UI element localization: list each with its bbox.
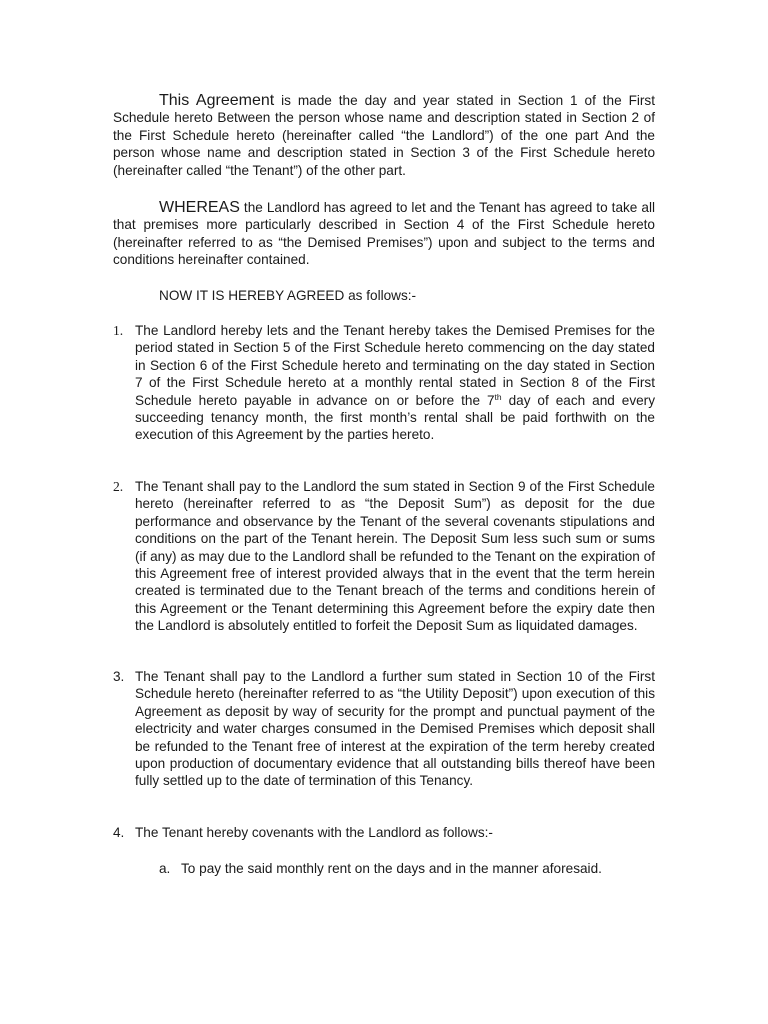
clause-1 (113, 322, 655, 444)
clause-4-subitem-a (159, 860, 655, 877)
clause-3 (113, 668, 655, 790)
whereas-text: the Landlord has agreed to let and the Tenant has agreed to take all that premises more particularly described in Section 4 of the First Schedule hereto (hereinafter referred to as “the Demised Premises”) upon and subject to the terms and conditions hereinafter contained. (113, 200, 655, 268)
clause-text: The Tenant shall pay to the Landlord the sum stated in Section 9 of the First Schedule hereto (hereinafter referred to as “the Deposit Sum”) as deposit for the due performance and observance by the Tenant of the several covenants stipulations and conditions on the part of the Tenant herein. The Deposit Sum less such sum or sums (if any) as may due to the Landlord shall be refunded to the Tenant on the expiration of this Agreement free of interest provided always that in the event that the term herein created is terminated due to the Tenant breach of the terms and conditions herein of this Agreement or the Tenant determining this Agreement before the expiry date then the Landlord is absolutely entitled to forfeit the Deposit Sum as liquidated damages. (135, 479, 655, 634)
clause-text (135, 322, 655, 444)
whereas-lead: WHEREAS (159, 199, 240, 216)
clause-number: 1. (113, 323, 124, 338)
whereas-paragraph (113, 199, 655, 269)
clause-text-part: The Landlord hereby lets and the Tenant hereby takes the Demised Premises for the period stated in Section 5 of the First Schedule hereto commencing on the day stated in Section 6 of the First Schedule hereto and terminating on the day stated in Section 7 of the First Schedule hereto at a monthly rental stated in Section 8 of the First Schedule hereto payable in advance on or before the 7 (135, 323, 655, 408)
subitem-text: To pay the said monthly rent on the days and in the manner aforesaid. (181, 861, 602, 876)
clause-number: 3. (113, 669, 125, 684)
clause-2 (113, 478, 655, 635)
clause-number: 2. (113, 479, 124, 494)
clause-text: The Tenant shall pay to the Landlord a further sum stated in Section 10 of the First Schedule hereto (hereinafter referred to as “the Utility Deposit”) upon execution of this Agreement as deposit by way of security for the prompt and punctual payment of the electricity and water charges consumed in the Demised Premises which deposit shall be refunded to the Tenant free of interest at the expiration of the term hereby created upon production of documentary evidence that all outstanding bills thereof have been fully settled up to the date of termination of this Tenancy. (135, 669, 655, 789)
intro-lead: This Agreement (159, 92, 275, 109)
clause-text-part: day of each and every succeeding tenancy month, the first month’s rental shall be paid forthwith on the execution of this Agreement by the parties hereto. (135, 392, 655, 443)
subitem-letter: a. (159, 861, 171, 876)
clause-text: The Tenant hereby covenants with the Landlord as follows:- (135, 825, 493, 840)
intro-paragraph (113, 92, 655, 179)
clause-number: 4. (113, 825, 125, 840)
agreed-line: NOW IT IS HEREBY AGREED as follows:- (159, 288, 417, 303)
intro-text: is made the day and year stated in Section 1 of the First Schedule hereto Between the person whose name and description stated in Section 2 of the First Schedule hereto (hereinafter called “the Landlord”) of the one part And the person whose name and description stated in Section 3 of the First Schedule hereto (hereinafter called “the Tenant”) of the other part. (113, 93, 656, 178)
clause-4 (113, 824, 655, 841)
superscript: th (494, 391, 502, 402)
